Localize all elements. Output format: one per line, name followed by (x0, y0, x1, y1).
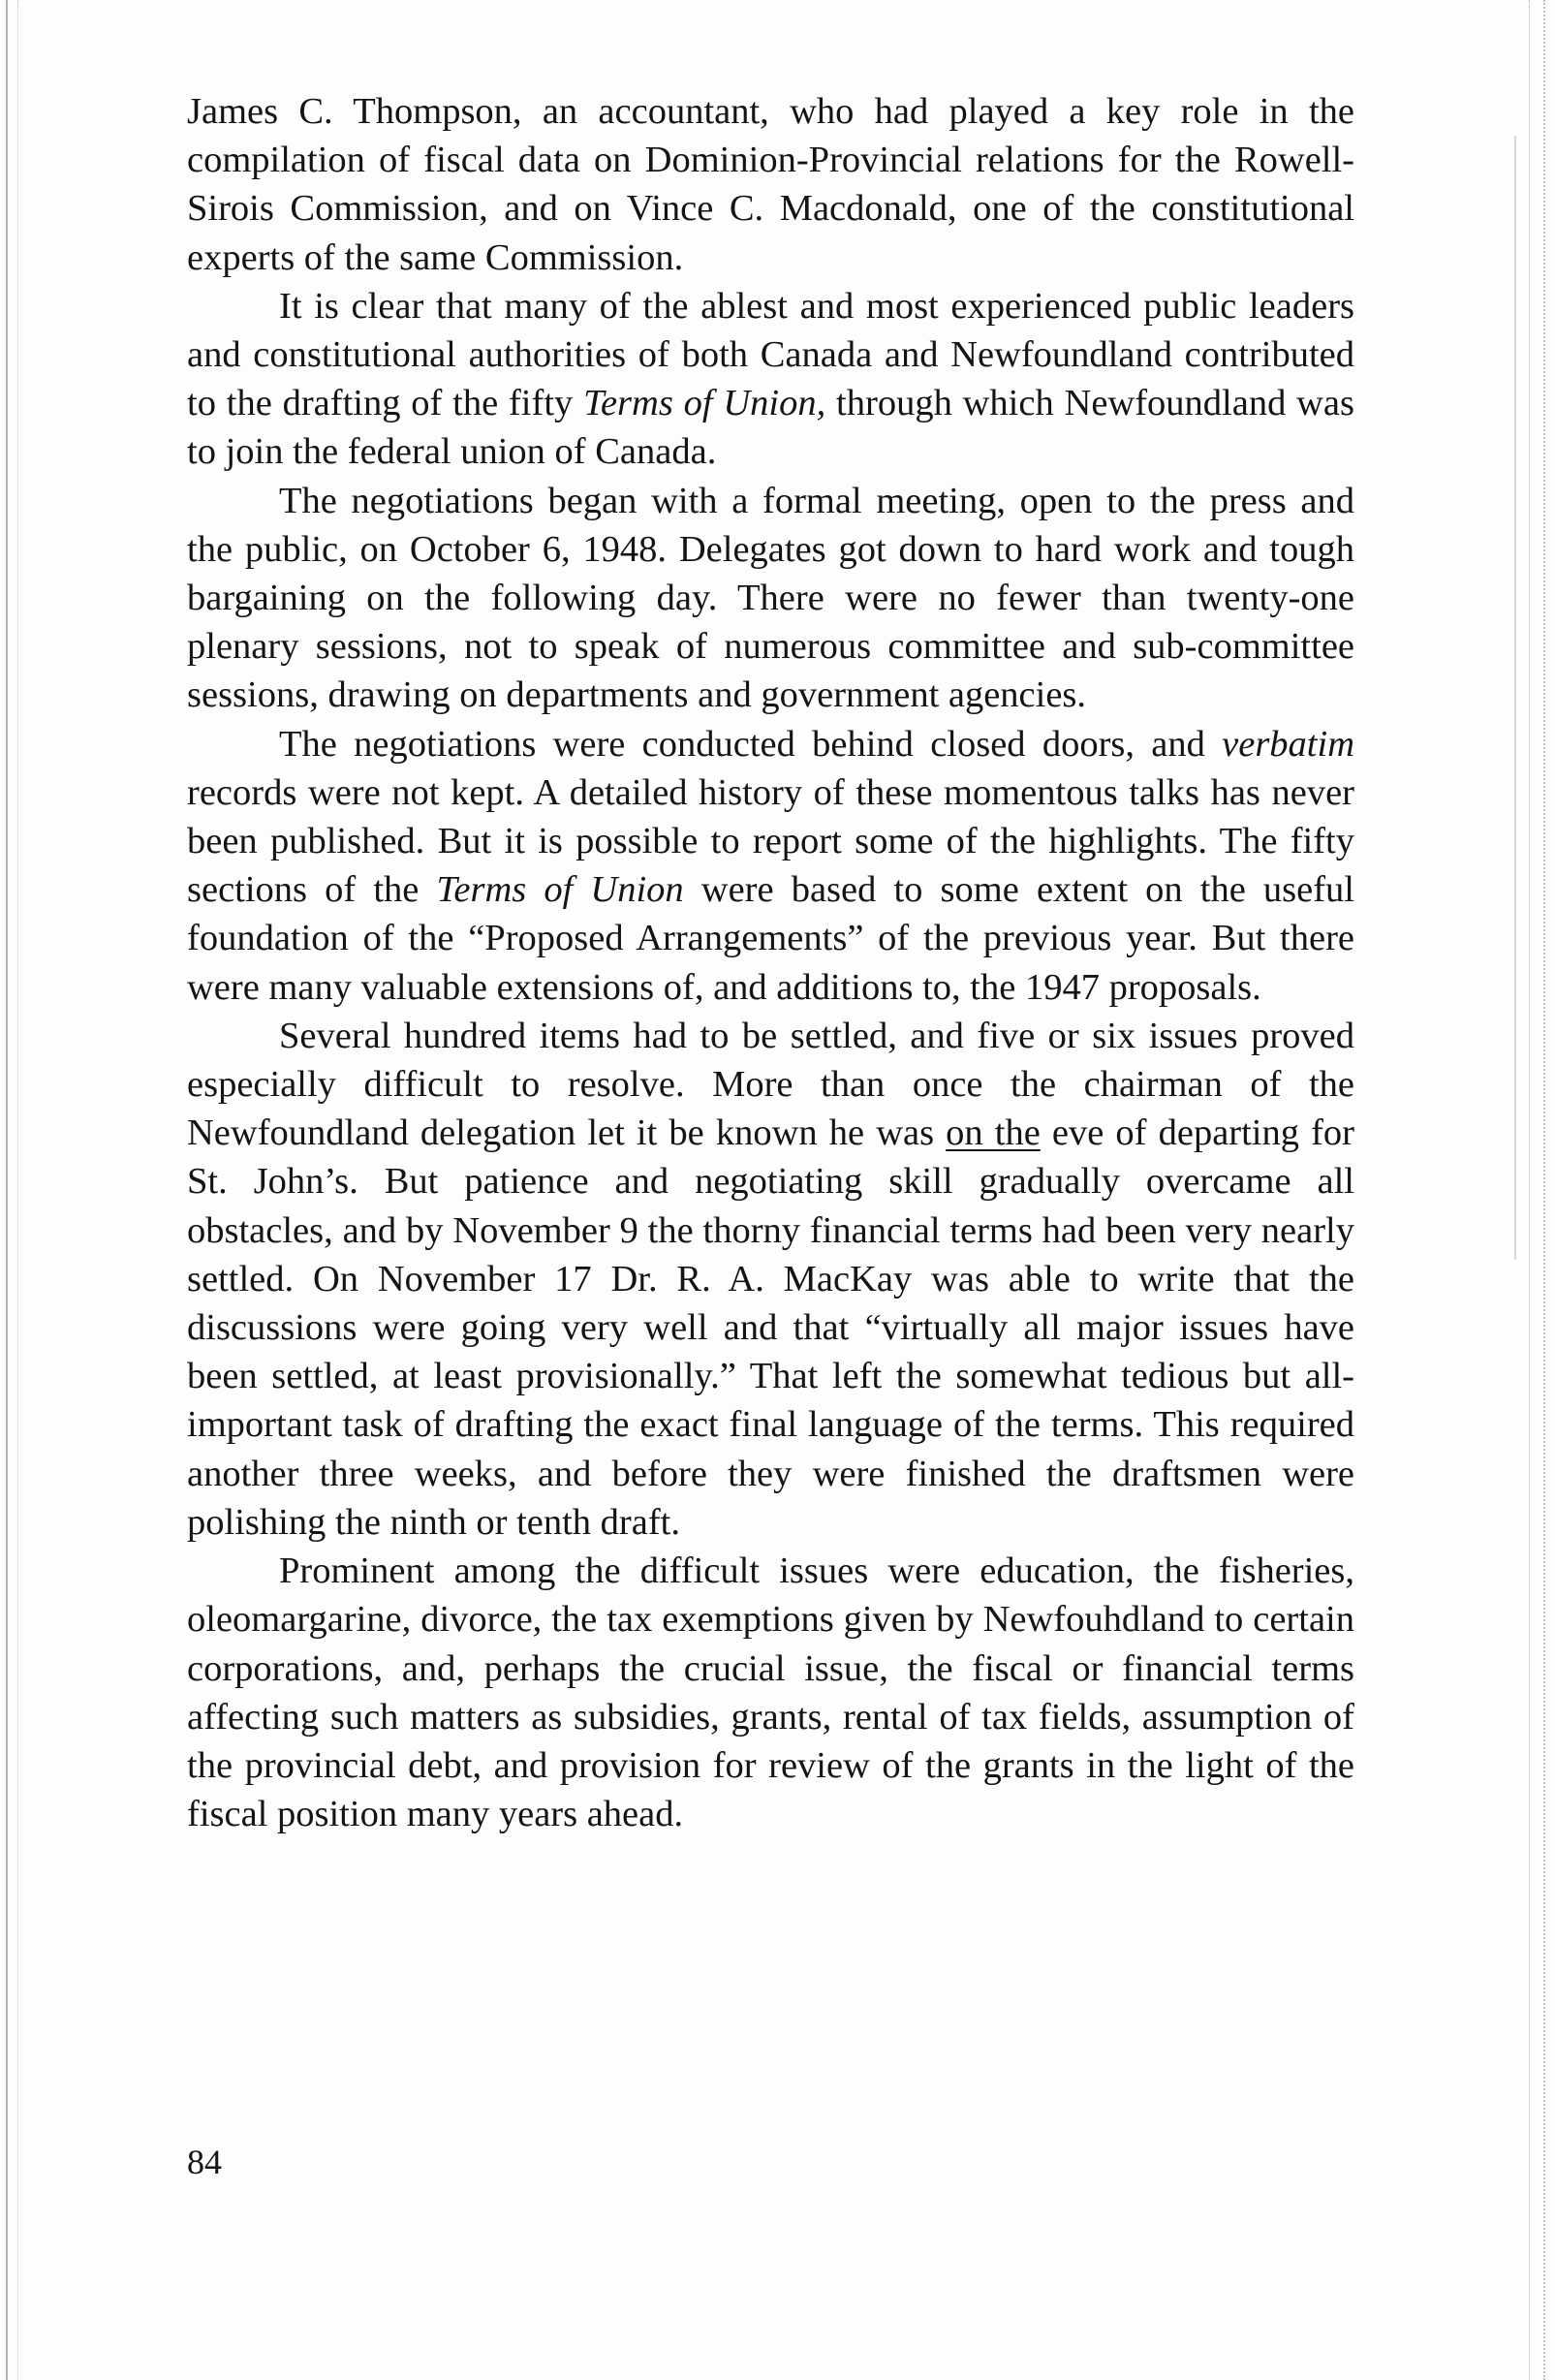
paragraph-6 (187, 1547, 1354, 1838)
body-text (187, 87, 1354, 1838)
text-run: were based to some extent on the useful foundation of the “Proposed Arrangements” of the previous year. But there were many valuable extensions of, and additions to, the 1947 proposals. (187, 869, 1354, 1008)
text-run: records were not kept. A detailed history of these momentous talks has never been published. But it is possible to report some of the highlights. The fifty sections of the (187, 771, 1354, 911)
scan-left-edge (6, 0, 18, 2380)
paragraph-4 (187, 720, 1354, 1012)
scan-right-edge (1529, 0, 1545, 2380)
text-run: It is clear that many of the ablest and most experienced public leaders and constitutional authorities of both Canada and Newfoundland contributed to the drafting of the fifty (187, 285, 1354, 424)
text-run: The negotiations were conducted behind closed doors, and (279, 723, 1223, 765)
paragraph-3 (187, 477, 1354, 720)
paragraph-5 (187, 1012, 1354, 1547)
text-run: eve of departing for St. John’s. But patience and negotiating skill gradually overcame all obstacles, and by November 9 the thorny financial terms had been very nearly settled. On November 17 Dr. R. A. MacKay was able to write that the discussions were going very well and that “virtually all major issues have been settled, at least provisionally.” That left the somewhat tedious but all-important task of drafting the exact final language of the terms. This required another three weeks, and before they were finished the draftsmen were polishing the ninth or tenth draft. (187, 1112, 1354, 1543)
text-run: James C. Thompson, an accountant, who had played a key role in the compilation of fiscal data on Dominion-Provincial relations for the Rowell-Sirois Commission, and on Vince C. Macdonald, one of the constitutional experts of the same Commission. (187, 91, 1354, 278)
pen-underline: on the (946, 1112, 1041, 1154)
text-run: through which Newfoundland was to join the federal union of Canada. (187, 383, 1354, 473)
text-run: The negotiations began with a formal meeting, open to the press and the public, on October 6, 1948. Delegates got down to hard work and tough bargaining on the following day. There were no fewer than twenty-one plenary sessions, not to speak of numerous committee and sub-committee sessions, drawing on departments and government agencies. (187, 480, 1354, 716)
text-run: Prominent among the difficult issues were education, the fisheries, oleomargarine, divorce, the tax exemptions given by Newfouhdland to certain corporations, and, perhaps the crucial issue, the fiscal or financial terms affecting such matters as subsidies, grants, rental of tax fields, assumption of the provincial debt, and provision for review of the grants in the light of the fiscal position many years ahead. (187, 1550, 1354, 1835)
scan-right-shadow (1514, 136, 1516, 1260)
paragraph-1 (187, 87, 1354, 282)
italic-title: Terms of Union (436, 869, 684, 911)
page-number: 84 (187, 2143, 222, 2181)
italic-title: Terms of Union, (583, 383, 826, 424)
italic-title: verbatim (1222, 723, 1354, 765)
paragraph-2 (187, 282, 1354, 477)
text-run: Several hundred items had to be settled, and five or six issues proved especially difficult to resolve. More than once the chairman of the Newfoundland delegation let it be known he was (187, 1015, 1354, 1154)
